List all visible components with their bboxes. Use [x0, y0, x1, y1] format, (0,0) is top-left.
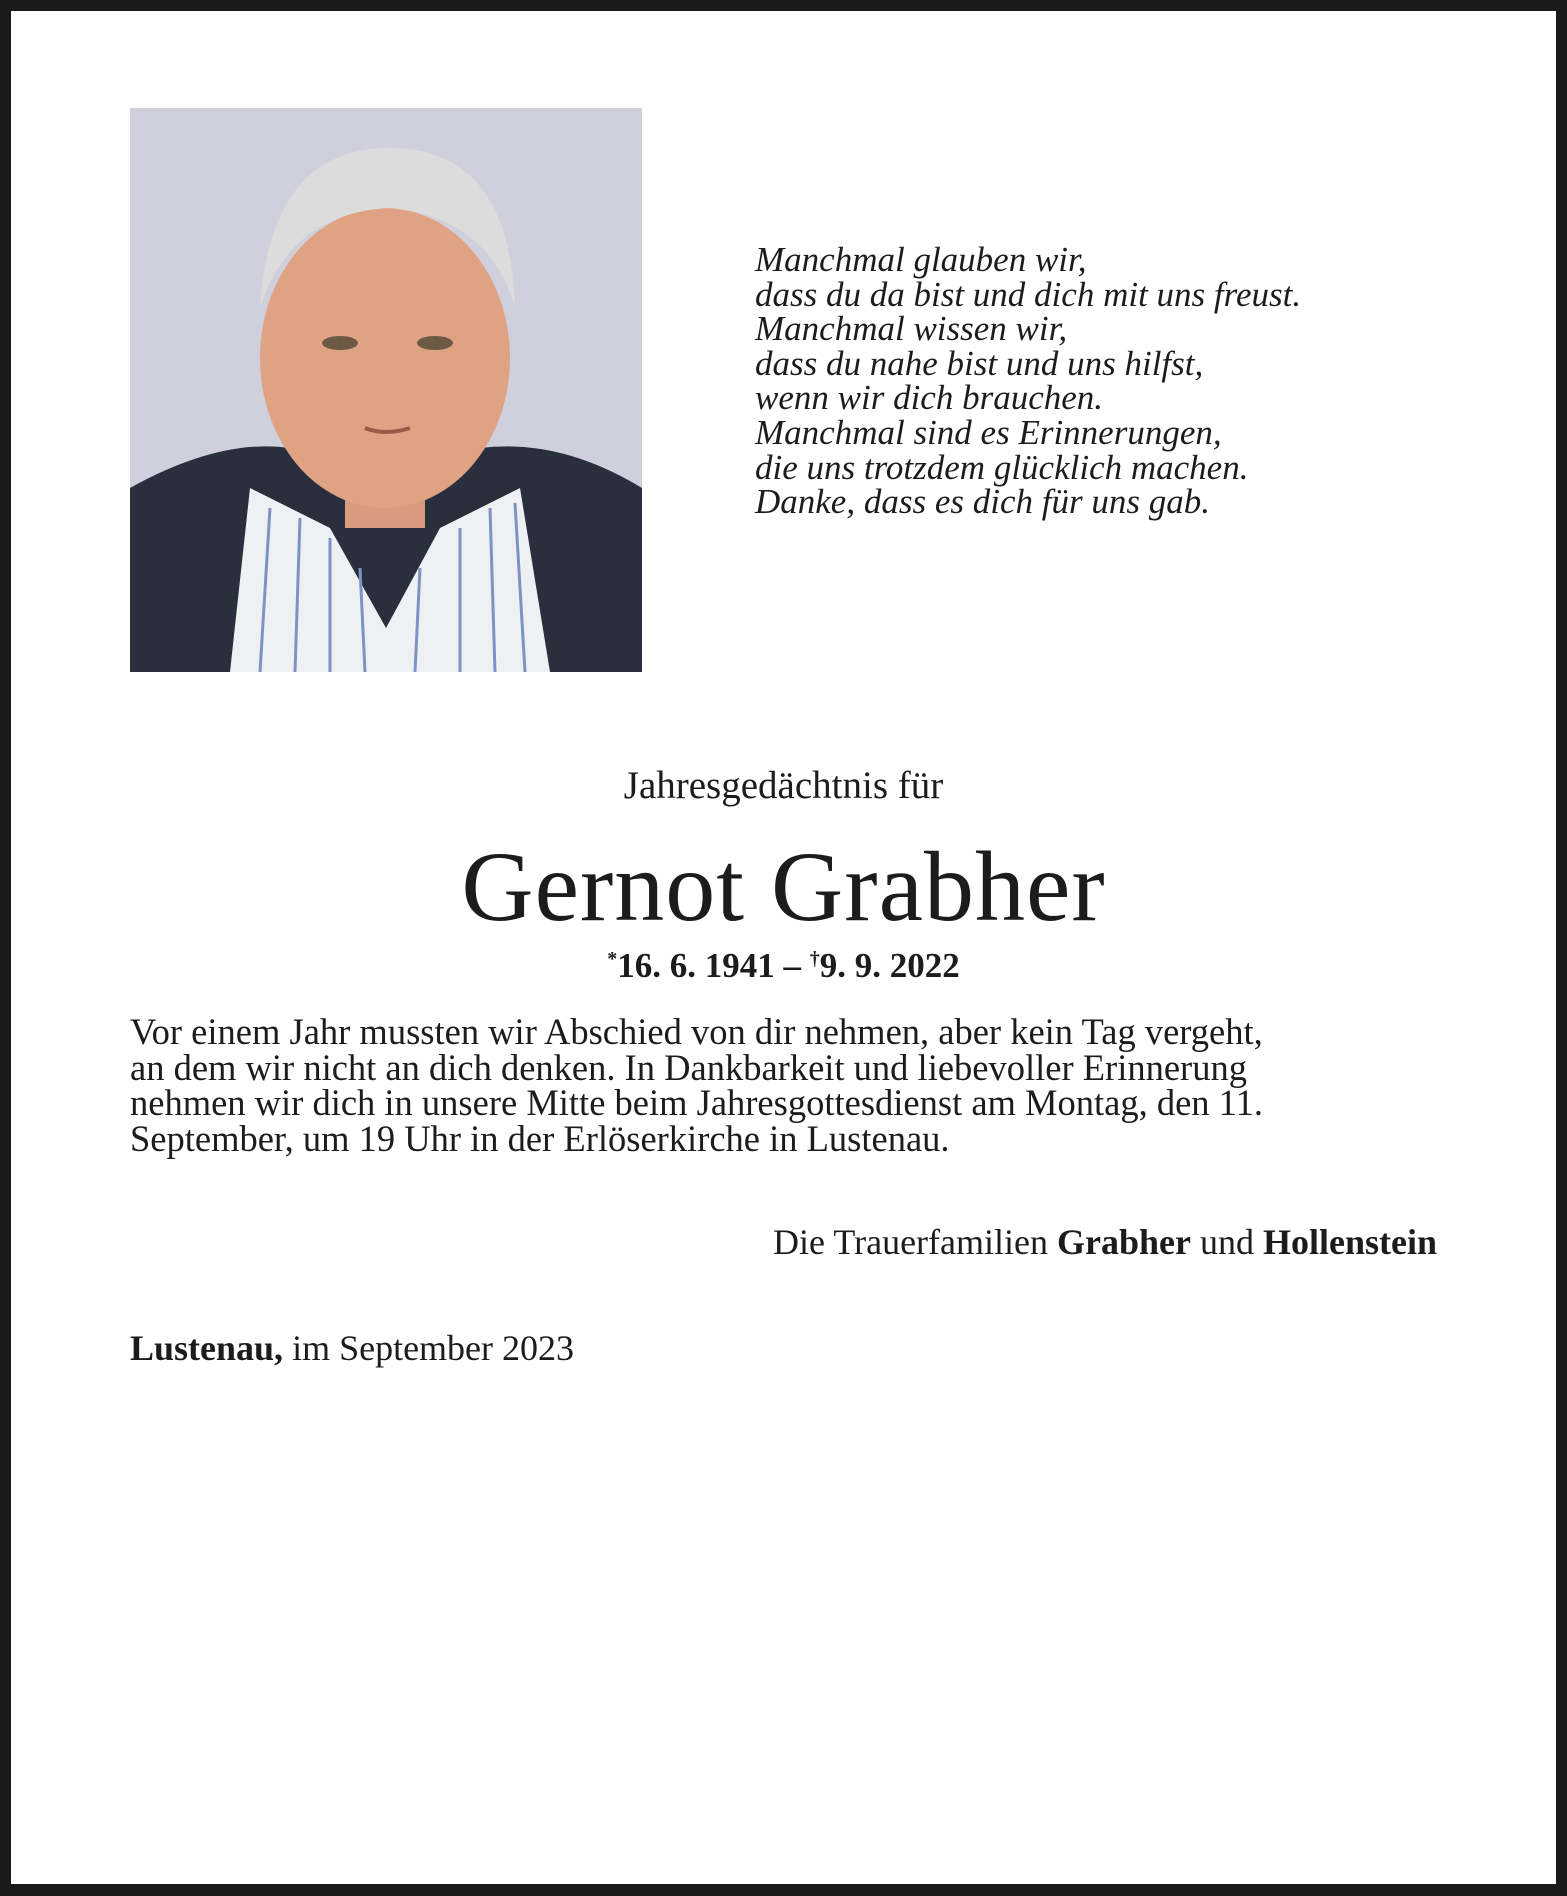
place-date-text: im September 2023 — [283, 1328, 575, 1368]
portrait-photo — [130, 108, 642, 672]
birth-symbol: * — [607, 948, 618, 970]
poem-line: dass du da bist und dich mit uns freust. — [755, 274, 1302, 314]
place-date — [130, 1327, 574, 1369]
body-text — [130, 1011, 1460, 1159]
intro-heading: Jahresgedächtnis für — [623, 764, 944, 807]
poem-line: die uns trotzdem glücklich machen. — [755, 447, 1249, 487]
life-dates — [11, 946, 1556, 986]
poem-line: dass du nahe bist und uns hilfst, — [755, 343, 1204, 383]
date-dash: – — [774, 946, 810, 985]
signature-and: und — [1190, 1222, 1263, 1262]
signature-prefix: Die Trauerfamilien — [773, 1222, 1057, 1262]
signature — [773, 1221, 1437, 1263]
poem-line: Danke, dass es dich für uns gab. — [755, 482, 1210, 522]
body-line: an dem wir nicht an dich denken. In Dankbarkeit und liebevoller Erinnerung — [130, 1046, 1247, 1088]
death-date: 9. 9. 2022 — [819, 946, 960, 985]
poem-line: Manchmal wissen wir, — [755, 309, 1068, 349]
body-line: Vor einem Jahr mussten wir Abschied von dir nehmen, aber kein Tag vergeht, — [130, 1011, 1263, 1052]
family-name-2: Hollenstein — [1262, 1222, 1437, 1262]
body-line: September, um 19 Uhr in der Erlöserkirche in Lustenau. — [130, 1117, 950, 1159]
poem-line: Manchmal sind es Erinnerungen, — [755, 412, 1222, 452]
poem — [755, 240, 1302, 522]
birth-date: 16. 6. 1941 — [617, 946, 775, 985]
poem-line: Manchmal glauben wir, — [755, 240, 1087, 279]
poem-line: wenn wir dich brauchen. — [755, 378, 1104, 418]
family-name-1: Grabher — [1057, 1222, 1191, 1262]
deceased-name: Gernot Grabher — [461, 831, 1106, 942]
death-symbol: † — [809, 948, 820, 970]
body-line: nehmen wir dich in unsere Mitte beim Jahresgottesdienst am Montag, den 11. — [130, 1082, 1263, 1123]
place-city: Lustenau, — [130, 1328, 284, 1368]
